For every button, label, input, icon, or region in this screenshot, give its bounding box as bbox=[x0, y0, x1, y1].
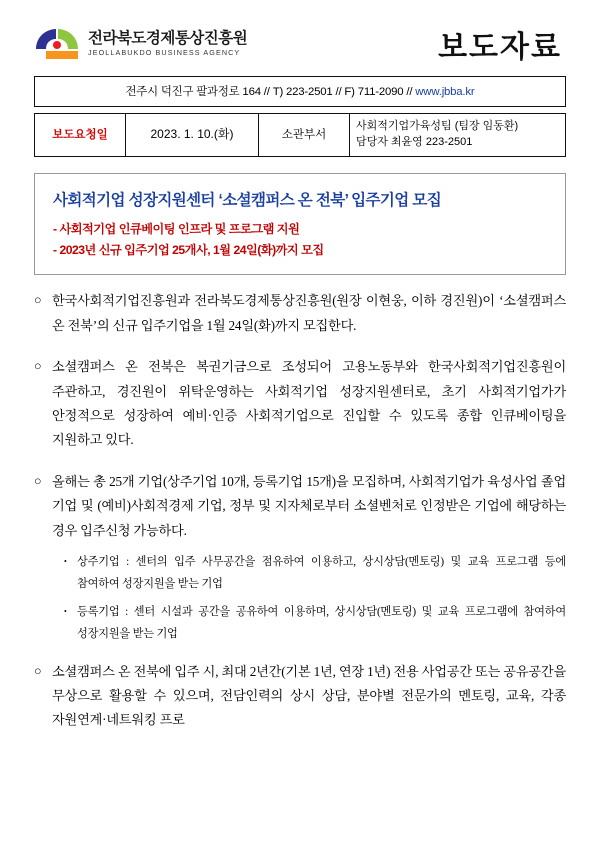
table-row bbox=[35, 114, 566, 157]
paragraph-text: 올해는 총 25개 기업(상주기업 10개, 등록기업 15개)을 모집하며, 사회적기업가 육성사업 졸업 기업 및 (예비)사회적경제 기업, 정부 및 지자체로부터 소셜벤처로 인정받은 기업에 해당하는 경우 입주신청 가능하다. bbox=[52, 473, 566, 538]
headline-main: 사회적기업 성장지원센터 ‘소셜캠퍼스 온 전북’ 입주기업 모집 bbox=[53, 191, 442, 209]
info-table bbox=[34, 113, 566, 157]
contact-url[interactable]: www.jbba.kr bbox=[415, 86, 475, 98]
agency-logo bbox=[34, 27, 247, 61]
department-label: 소관부서 bbox=[259, 114, 350, 157]
list-item-text: 상주기업 : 센터의 입주 사무공간을 점유하여 이용하고, 상시상담(멘토링) 및 교육 프로그램 등에 참여하여 성장지원을 받는 기업 bbox=[77, 556, 566, 590]
paragraph-text: 소셜캠퍼스 온 전북은 복권기금으로 조성되어 고용노동부와 한국사회적기업진흥원이 주관하고, 경진원이 위탁운영하는 사회적기업 성장지원센터로, 초기 사회적기업가가 안정적으로 성장하여 예비·인증 사회적기업으로 진입할 수 있도록 종합 인큐베이팅을 지원하고 있다. bbox=[52, 359, 566, 448]
contact-address: 전주시 덕진구 팔과정로 164 // T) 223-2501 // F) 711-2090 // bbox=[125, 86, 416, 98]
paragraph bbox=[34, 470, 566, 543]
page-title: 보도자료 bbox=[438, 31, 562, 64]
headline-box bbox=[34, 173, 566, 275]
paragraph bbox=[34, 355, 566, 453]
circle-bullet-icon: ○ bbox=[34, 473, 42, 488]
logo-name-en: JEOLLABUKDO BUSINESS AGENCY bbox=[88, 48, 241, 58]
circle-bullet-icon: ○ bbox=[34, 359, 42, 374]
list-item bbox=[64, 602, 566, 646]
circle-bullet-icon: ○ bbox=[34, 663, 42, 678]
logo-name-kr: 전라북도경제통상진흥원 bbox=[88, 30, 248, 48]
logo-mark-icon bbox=[34, 27, 80, 61]
request-date-value: 2023. 1. 10.(화) bbox=[126, 114, 259, 157]
list-item bbox=[64, 552, 566, 596]
request-date-label: 보도요청일 bbox=[35, 114, 126, 157]
list-item-text: 등록기업 : 센터 시설과 공간을 공유하여 이용하며, 상시상담(멘토링) 및 교육 프로그램에 참여하여 성장지원을 받는 기업 bbox=[77, 605, 566, 640]
department-contact: 담당자 최윤영 223-2501 bbox=[356, 135, 473, 148]
department-name: 사회적기업가육성팀 (팀장 임동환) bbox=[356, 120, 519, 132]
document-header bbox=[0, 0, 600, 72]
body-content bbox=[34, 289, 566, 732]
logo-text bbox=[88, 31, 247, 57]
headline-sub-1: - 사회적기업 인큐베이팅 인프라 및 프로그램 지원 bbox=[53, 221, 300, 236]
paragraph-text: 한국사회적기업진흥원과 전라북도경제통상진흥원(원장 이현웅, 이하 경진원)이 ‘소셜캠퍼스 온 전북’의 신규 입주기업을 1월 24일(화)까지 모집한다. bbox=[52, 293, 566, 333]
department-value bbox=[350, 114, 566, 157]
circle-bullet-icon: ○ bbox=[34, 293, 42, 308]
headline-sub-2: - 2023년 신규 입주기업 25개사, 1월 24일(화)까지 모집 bbox=[53, 242, 324, 257]
paragraph-text: 소셜캠퍼스 온 전북에 입주 시, 최대 2년간(기본 1년, 연장 1년) 전용 사업공간 또는 공유공간을 무상으로 활용할 수 있으며, 전담인력의 상시 상담, 분야별 전문가의 멘토링, 교육, 각종 자원연계·네트워킹 프로 bbox=[52, 663, 566, 728]
sub-item-list bbox=[34, 552, 566, 645]
paragraph bbox=[34, 660, 566, 733]
dot-bullet-icon: • bbox=[64, 606, 67, 616]
dot-bullet-icon: • bbox=[64, 557, 67, 567]
paragraph bbox=[34, 289, 566, 338]
contact-bar bbox=[34, 76, 566, 107]
